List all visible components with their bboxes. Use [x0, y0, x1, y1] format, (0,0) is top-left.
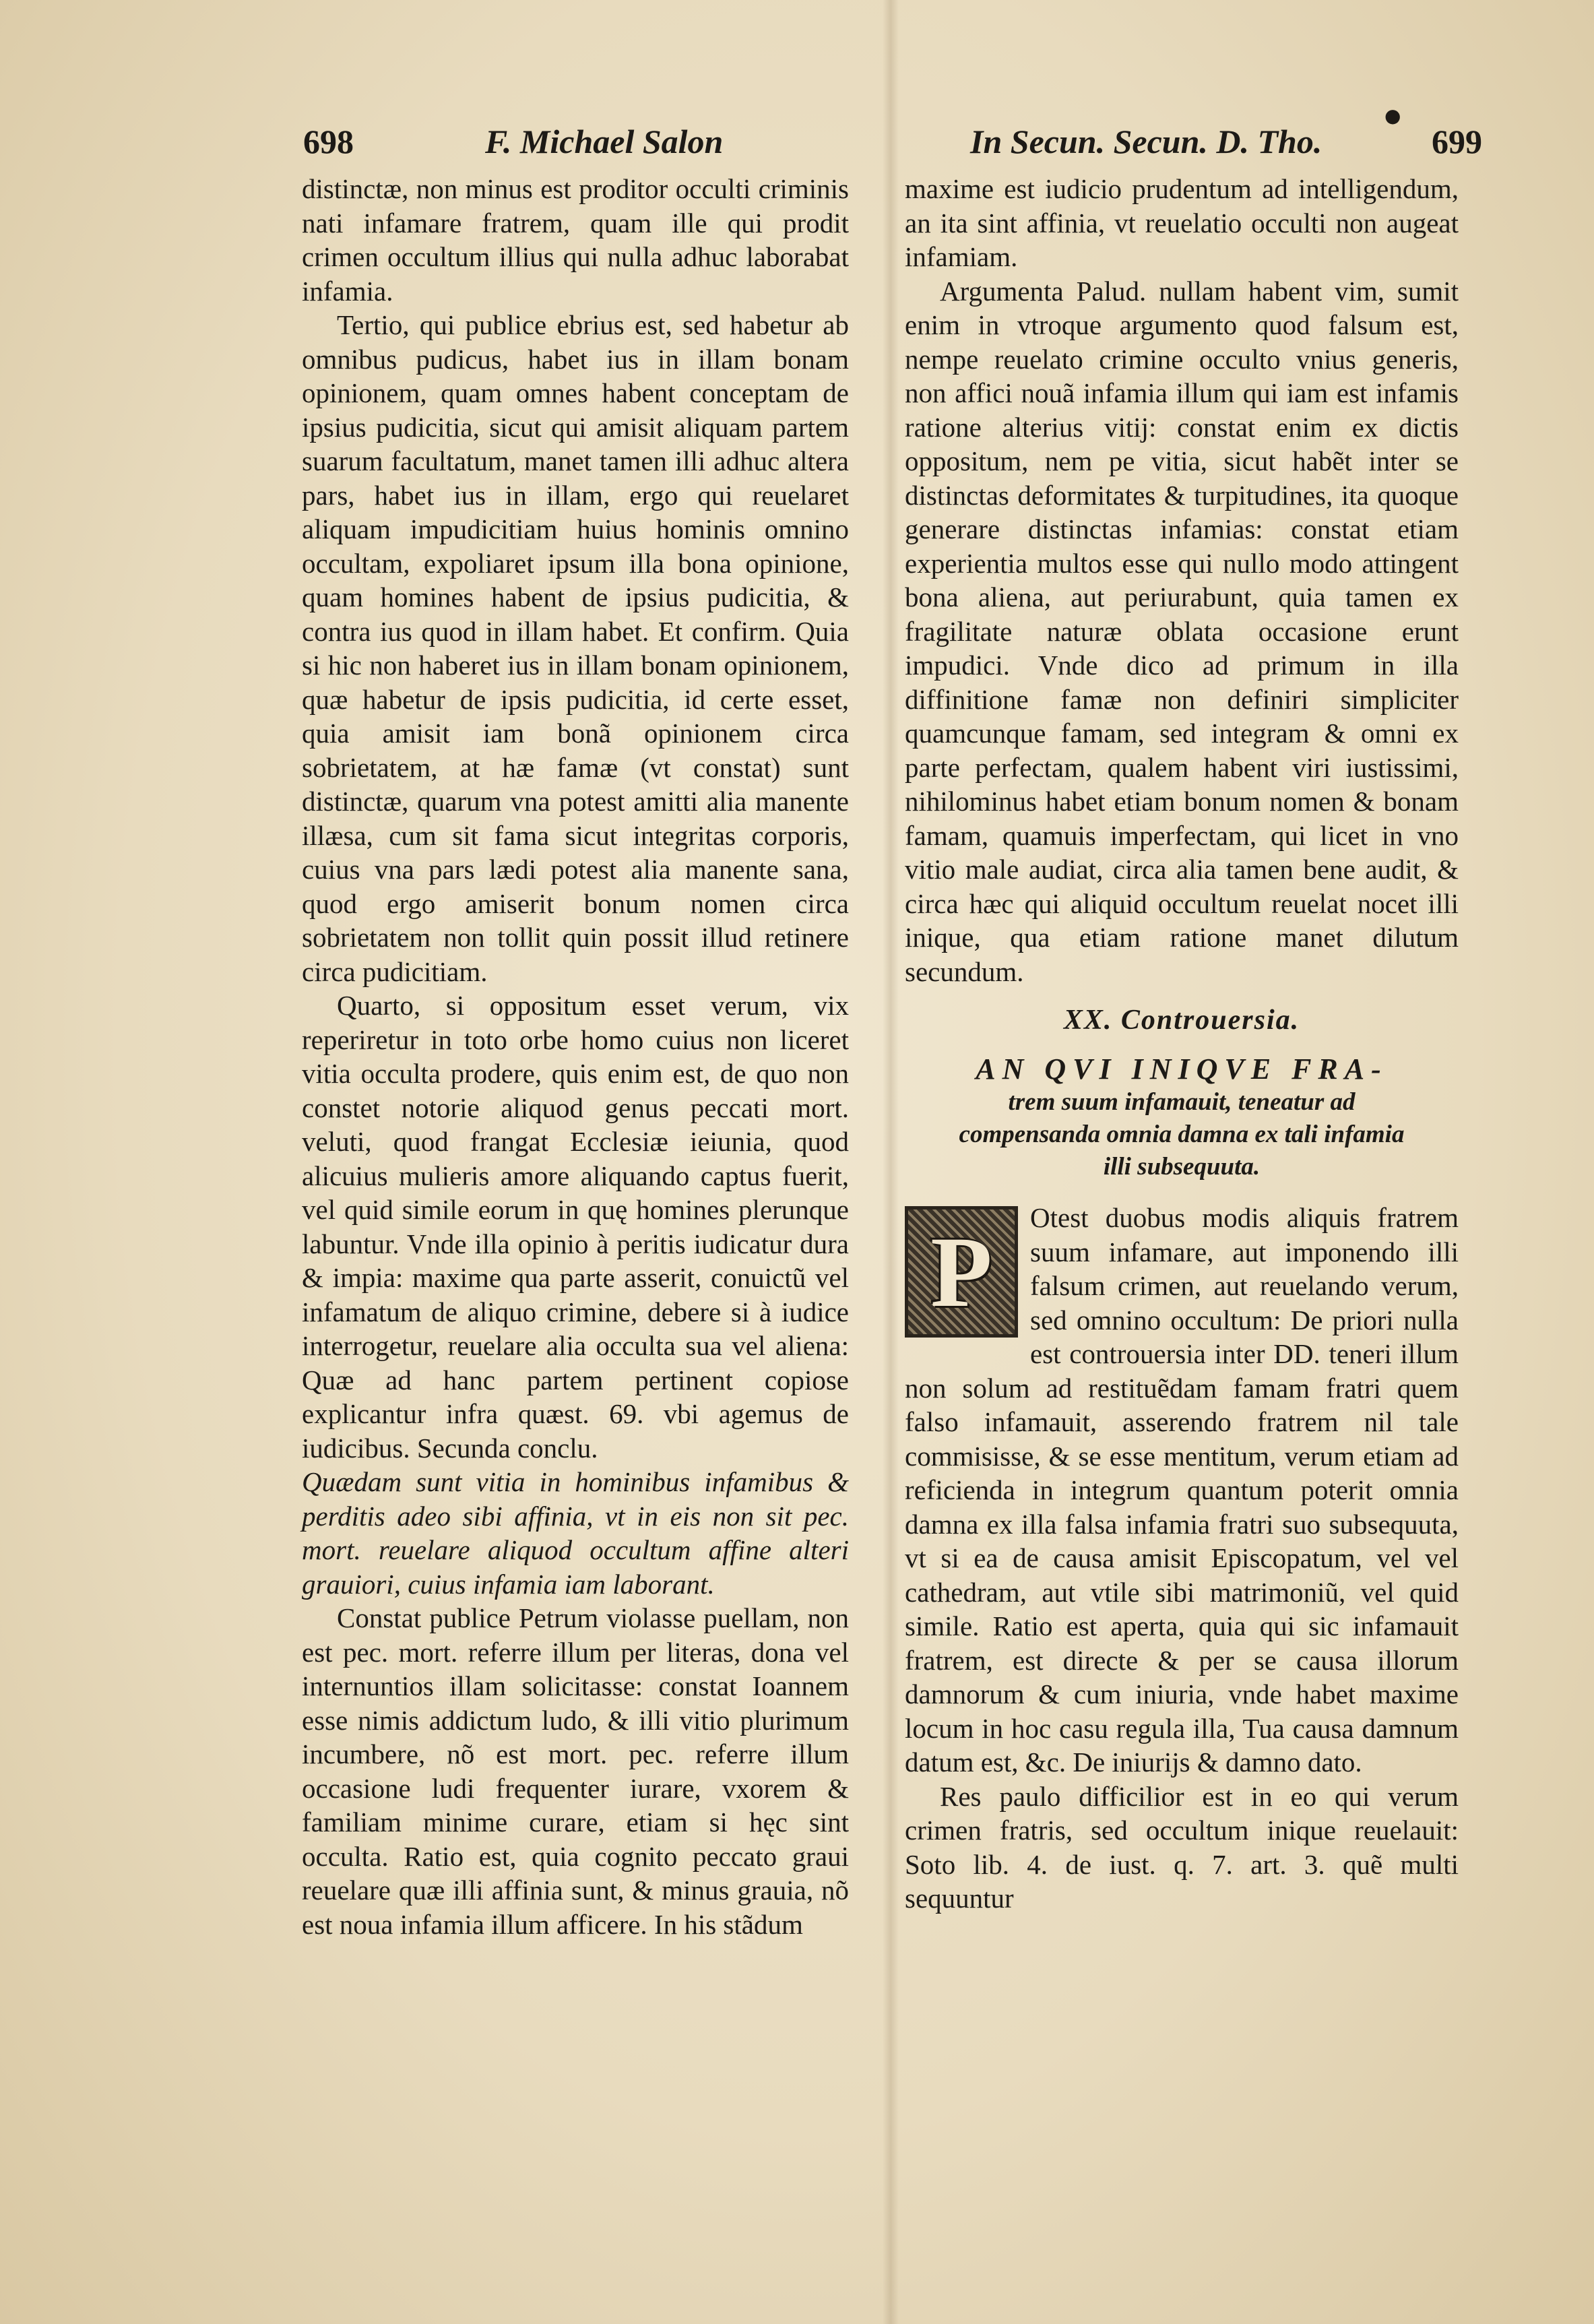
left-paragraph-5: Constat publice Petrum violasse puellam, non est pec. mort. referre illum per literas, dona vel internuntios illam solicitasse: constat Ioannem esse nimis addictum ludo, & illi vitio plurimum incumbere, nõ est mort. pec. referre illum occasione ludi frequenter iurare, vxorem & familiam minime curare, etiam si hęc sint occulta. Ratio est, quia cognito peccato graui reuelare quæ illi affinia sunt, & minus grauia, nõ est noua infamia illum afficere. In his stãdum: [302, 1602, 849, 1940]
controversy-heading: XX. Controuersia.: [1063, 1005, 1300, 1036]
decorated-initial-letter: P: [930, 1216, 992, 1328]
dropcap-paragraph: [905, 1201, 1459, 1780]
left-paragraph-3: Quarto, si oppositum esset verum, vix reperiretur in toto orbe homo cuius non liceret vitia occulta prodere, quis enim est, de quo non constet notorie aliquod genus peccati mort. veluti, quod frangat Ecclesiæ ieiunia, quod alicuius mulieris amore aliquando captus fuerit, vel quid simile eorum in quę homines plerunque labuntur. Vnde illa opinio à peritis iudicatur dura & impia: maxime qua parte asserit, conuictũ vel infamatum de aliquo crimine, debere si à iudice interrogetur, reuelare alia occulta sua vel aliena: Quæ ad hanc partem pertinent copiose explicantur infra quæst. 69. vbi agemus de iudicibus. Secunda conclu.: [302, 990, 849, 1464]
left-text-column: [302, 172, 849, 1941]
question-heading-first-line: AN QVI INIQVE FRA-: [976, 1052, 1388, 1086]
left-paragraph-2: Tertio, qui publice ebrius est, sed habetur ab omnibus pudicus, habet ius in illam bonam opinionem, quam omnes habent conceptam de ipsius pudicitia, sicut qui amisit aliquam partem suarum facultatum, manet tamen illi adhuc altera pars, habet ius in illam, ergo qui reuelaret aliquam impudicitiam huius hominis omnino occultam, expoliaret ipsum illa bona opinione, quam homines habent de ipsius pudicitia, & contra ius quod in illam habet. Et confirm. Quia si hic non haberet ius in illam bonam opinionem, quæ habetur de ipsis pudicitia, id certe esset, quia amisit iam bonã opinionem circa sobrietatem, at hæ famæ (vt constat) sunt distinctæ, quarum vna potest amitti alia manente illæsa, cum sit fama sicut integritas corporis, cuius vna pars lædi potest alia manente sana, quod ergo amiserit bonum nomen circa sobrietatem non tollit quin possit illud retinere circa pudicitiam.: [302, 309, 849, 987]
left-running-header: [303, 118, 741, 165]
right-page-number: 699: [1432, 123, 1482, 160]
right-paragraph-1: maxime est iudicio prudentum ad intelligendum, an ita sint affinia, vt reuelatio occulti non augeat infamiam.: [905, 173, 1459, 272]
right-header-title: In Secun. Secun. D. Tho.: [970, 123, 1322, 160]
right-paragraph-2: Argumenta Palud. nullam habent vim, sumit enim in vtroque argumento quod falsum est, nempe reuelato crimine occulto vnius generis, non affici nouã infamia illum qui iam est infamis ratione alterius vitij: constat enim ex dictis oppositum, nem pe vitia, sicut habẽt inter se distinctas deformitates & turpitudines, ita quoque generare distinctas infamias: constat etiam experientia multos esse qui nullo modo attingent bona aliena, aut periurabunt, quia tamen ex fragilitate naturæ oblata occasione erunt impudici. Vnde dico ad primum in illa diffinitione famæ non definiri simpliciter quamcunque famam, sed integram & omni ex parte perfectam, qualem habent viri iustissimi, nihilominus habet etiam bonum nomen & bonam famam, quamuis imperfectam, qui licet in vno vitio male audiat, circa alia tamen bene audit, & circa hæc qui aliquid occultum reuelat nocet illi inique, qua etiam ratione manet dilutum secundum.: [905, 275, 1459, 987]
left-paragraph-1: distinctæ, non minus est proditor occulti criminis nati infamare fratrem, quam ille qui prodit crimen occultum illius qui nulla adhuc laborabat infamia.: [302, 173, 849, 307]
left-header-title: F. Michael Salon: [485, 123, 724, 160]
right-text-column: [905, 172, 1459, 1916]
right-paragraph-4: Res paulo difficilior est in eo qui verum crimen fratris, sed occultum inique reuelauit: Soto lib. 4. de iust. q. 7. art. 3. quẽ multi sequuntur: [905, 1780, 1459, 1914]
right-paragraph-3: Otest duobus modis aliquis fratrem suum infamare, aut imponendo illi falsum crimen, aut reuelando verum, sed omnino occultum: De priori nulla est controuersia inter DD. teneri illum non solum ad restituẽdam famam fratri quem falso infamauit, asserendo fratrem nil tale commisisse, & se esse mentitum, verum etiam ad reficienda in integrum quantum poterit omnia damna ex illa falsa infamia fratri suo subsequuta, vt si ea de causa amisit Episcopatum, vel vel cathedram, aut vtile sibi matrimoniũ, vel quid simile. Ratio est aperta, quia qui sic infamauit fratrem, est directe & per se causa illorum damnorum & cum iniuria, vnde habet maxime locum in hoc casu regula illa, Tua causa damnum datum est, &c. De iniurijs & damno dato.: [905, 1202, 1459, 1778]
page-gutter: [883, 0, 899, 2324]
decorated-initial: [905, 1206, 1018, 1338]
question-heading-rest: trem suum infamauit, teneatur ad compensanda omnia damna ex tali infamia illi subsequuta.: [959, 1088, 1405, 1181]
left-page-number: 698: [303, 123, 354, 160]
ornament-dot-icon: ●: [1384, 104, 1401, 127]
right-running-header: [970, 118, 1482, 165]
left-conclusion-italic: Quædam sunt vitia in hominibus infamibus & perditis adeo sibi affinia, vt in eis non sit pec. mort. reuelare aliquod occultum affine alteri grauiori, cuius infamia iam laborant.: [302, 1466, 849, 1600]
